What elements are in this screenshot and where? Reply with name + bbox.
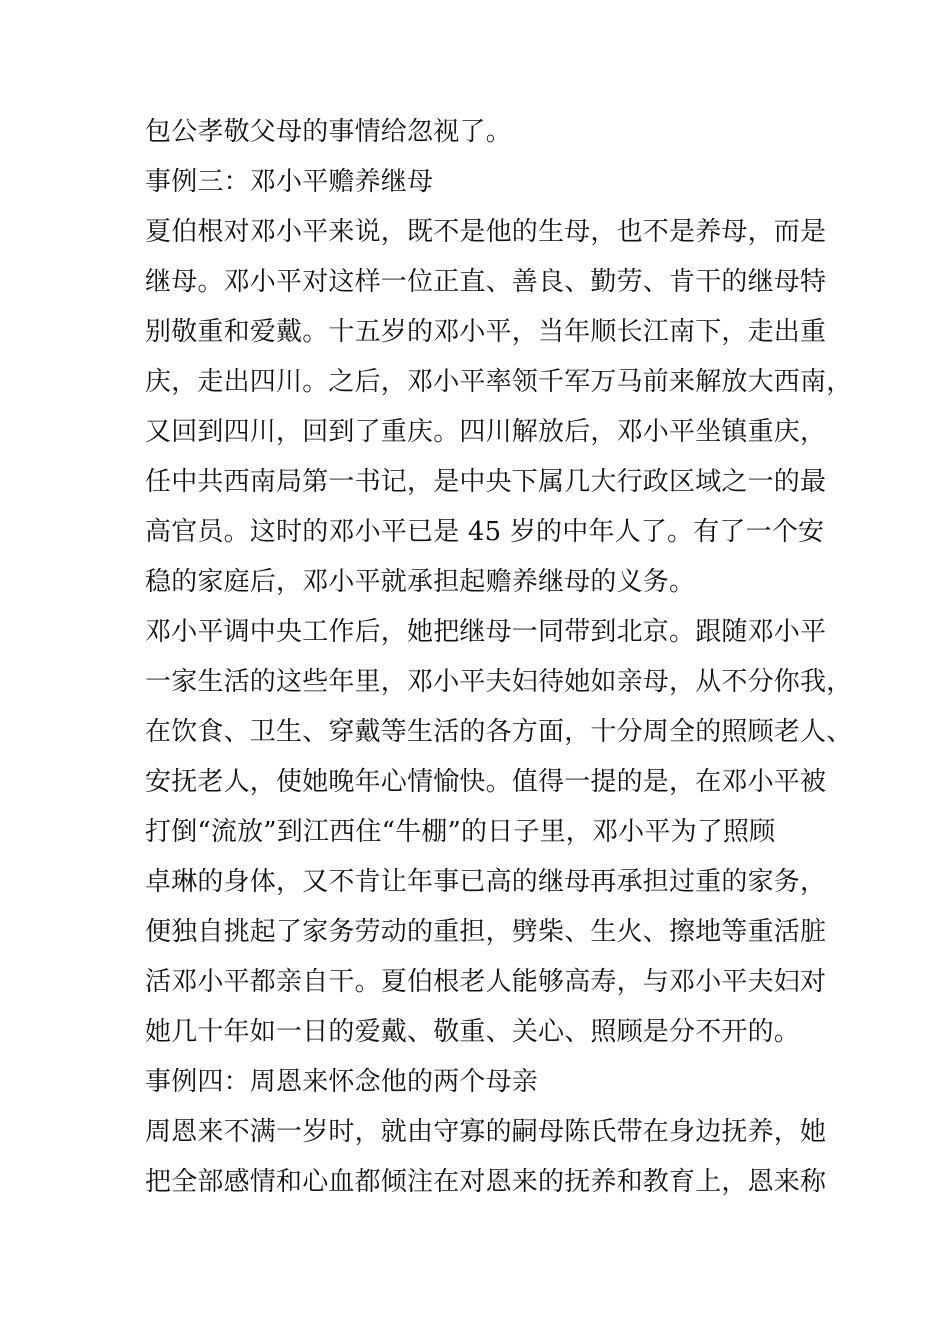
text-line: 把全部感情和心血都倾注在对恩来的抚养和教育上，恩来称 [145, 1167, 827, 1197]
text-line: 庆，走出四川。之后，邓小平率领千军万马前来解放大西南， [145, 367, 853, 397]
text-line: 又回到四川，回到了重庆。四川解放后，邓小平坐镇重庆， [145, 417, 827, 447]
text-line: 任中共西南局第一书记，是中央下属几大行政区域之一的最 [145, 467, 827, 497]
text-line: 卓琳的身体，又不肯让年事已高的继母再承担过重的家务， [145, 867, 827, 897]
text-line: 一家生活的这些年里，邓小平夫妇待她如亲母，从不分你我， [145, 667, 853, 697]
section-heading: 事例四：周恩来怀念他的两个母亲 [145, 1067, 539, 1097]
section-heading: 事例三：邓小平赡养继母 [145, 167, 434, 197]
text-line: 别敬重和爱戴。十五岁的邓小平，当年顺长江南下，走出重 [145, 317, 827, 347]
text-line: 高官员。这时的邓小平已是 45 岁的中年人了。有了一个安 [145, 517, 825, 547]
text-line: 她几十年如一日的爱戴、敬重、关心、照顾是分不开的。 [145, 1017, 801, 1047]
text-line: 周恩来不满一岁时，就由守寡的嗣母陈氏带在身边抚养，她 [145, 1117, 827, 1147]
text-line: 打倒“流放”到江西住“牛棚”的日子里，邓小平为了照顾 [145, 817, 776, 847]
text-line: 安抚老人，使她晚年心情愉快。值得一提的是，在邓小平被 [145, 767, 827, 797]
text-line: 活邓小平都亲自干。夏伯根老人能够高寿，与邓小平夫妇对 [145, 967, 827, 997]
text-line: 邓小平调中央工作后，她把继母一同带到北京。跟随邓小平 [145, 617, 827, 647]
text-line: 便独自挑起了家务劳动的重担，劈柴、生火、擦地等重活脏 [145, 917, 827, 947]
text-line: 在饮食、卫生、穿戴等生活的各方面，十分周全的照顾老人、 [145, 717, 853, 747]
text-line: 稳的家庭后，邓小平就承担起赡养继母的义务。 [145, 567, 696, 597]
text-line: 包公孝敬父母的事情给忽视了。 [145, 117, 512, 147]
text-line: 夏伯根对邓小平来说，既不是他的生母，也不是养母，而是 [145, 217, 827, 247]
text-line: 继母。邓小平对这样一位正直、善良、勤劳、肯干的继母特 [145, 267, 827, 297]
